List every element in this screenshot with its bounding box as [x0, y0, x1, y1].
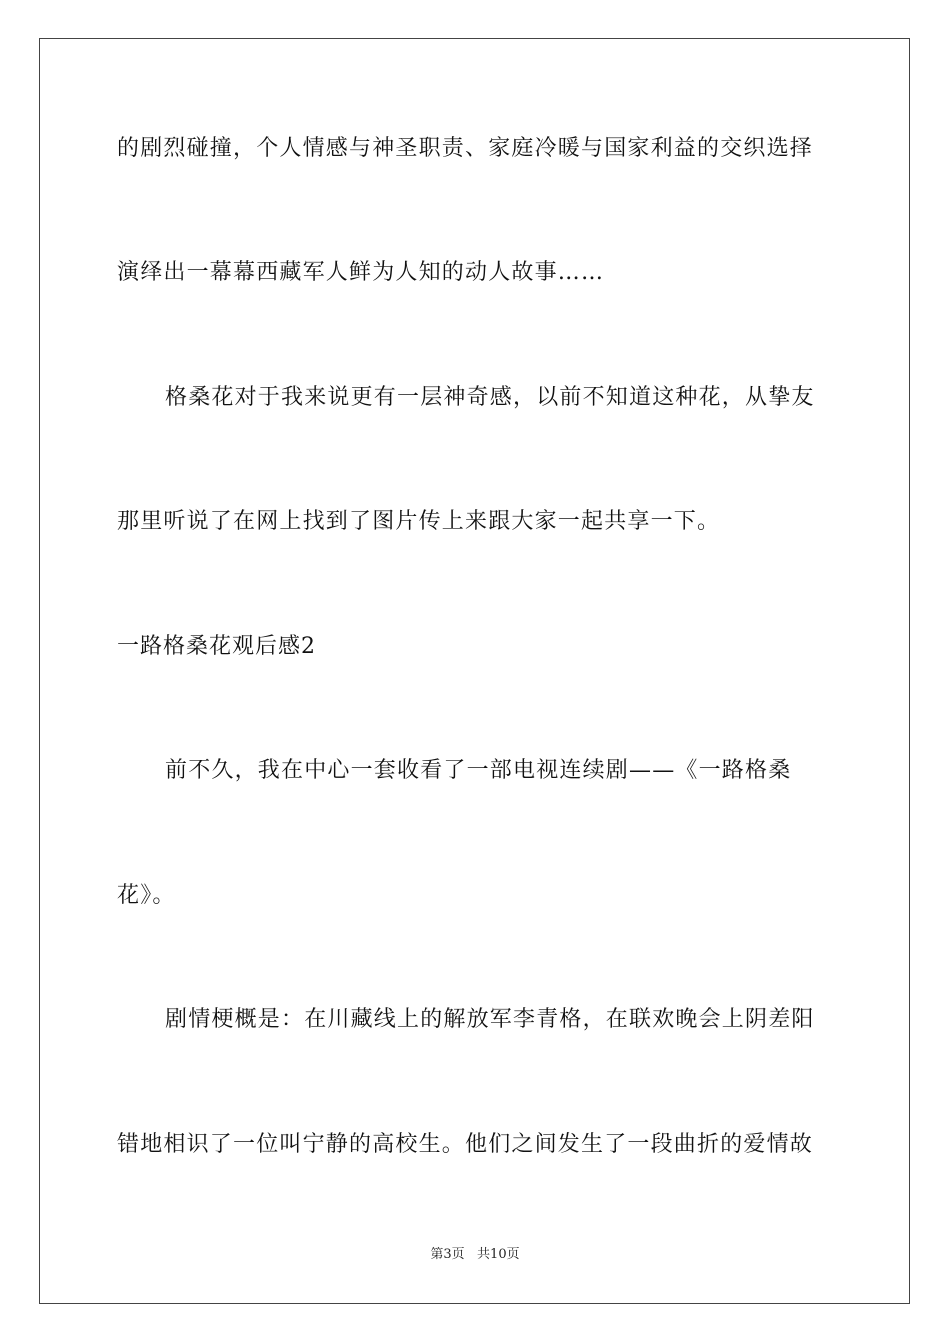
paragraph-line-3: 格桑花对于我来说更有一层神奇感，以前不知道这种花，从挚友: [165, 385, 815, 410]
paragraph-line-8: 剧情梗概是：在川藏线上的解放军李青格，在联欢晚会上阴差阳: [165, 1007, 815, 1032]
body-text-line-7: 花》。: [117, 883, 176, 908]
body-text-line-2: 演绎出一幕幕西藏军人鲜为人知的动人故事……: [117, 260, 605, 285]
section-heading: 一路格桑花观后感2: [117, 634, 316, 659]
page-number-footer: 第3页 共10页: [430, 1247, 520, 1262]
body-text-line-1: 的剧烈碰撞，个人情感与神圣职责、家庭冷暖与国家利益的交织选择: [117, 136, 814, 161]
paragraph-line-6: 前不久，我在中心一套收看了一部电视连续剧——《一路格桑: [165, 758, 792, 783]
page-border: [39, 38, 910, 1304]
body-text-line-4: 那里听说了在网上找到了图片传上来跟大家一起共享一下。: [117, 509, 721, 534]
body-text-line-9: 错地相识了一位叫宁静的高校生。他们之间发生了一段曲折的爱情故: [117, 1132, 814, 1157]
